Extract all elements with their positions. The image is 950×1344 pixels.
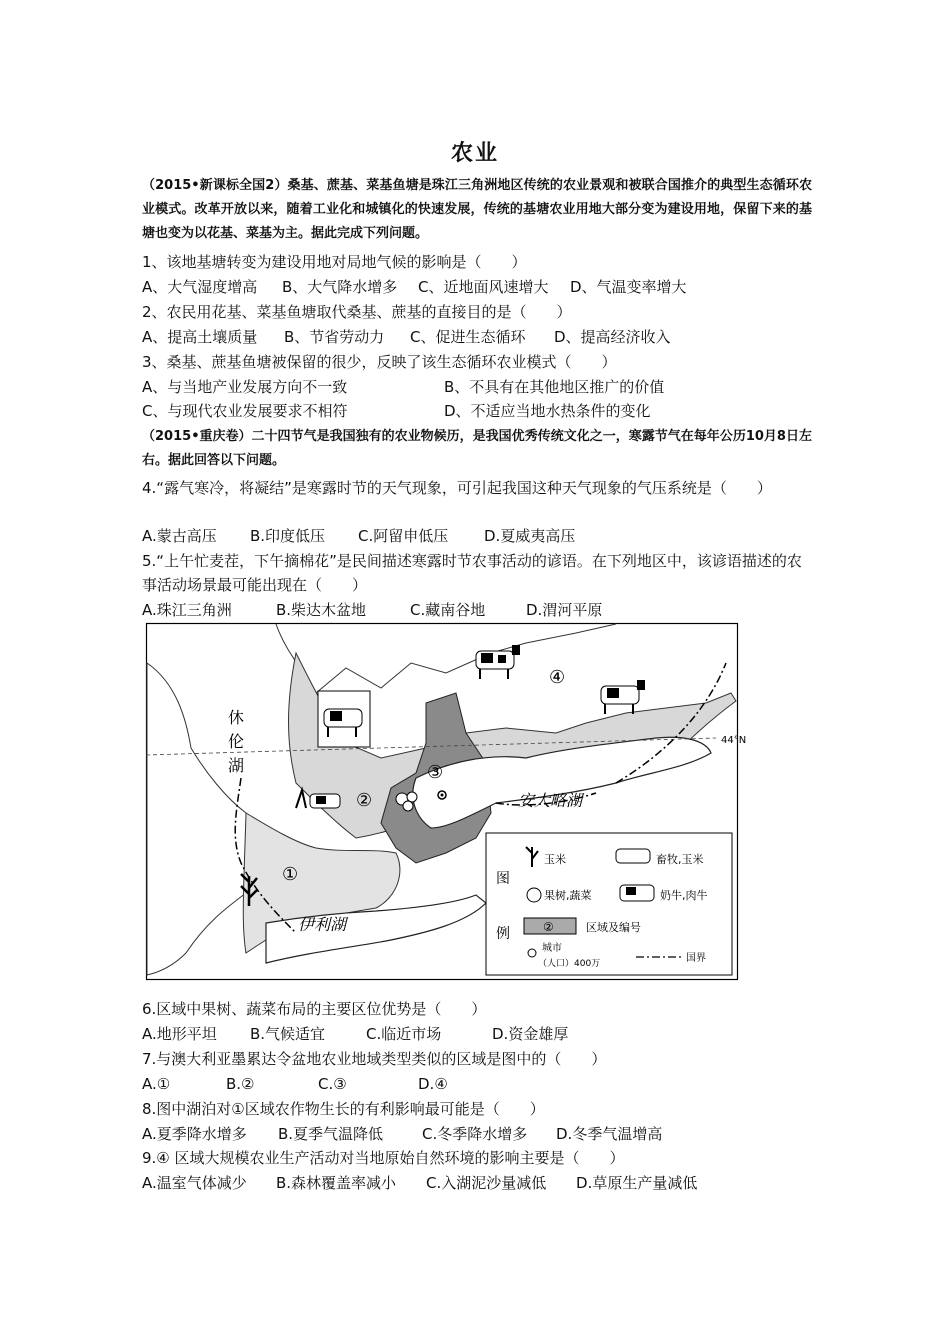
question-8-options	[142, 1122, 812, 1146]
option-b: B.印度低压	[250, 527, 326, 545]
option-a: A.温室气体减少	[142, 1174, 247, 1192]
option-a: A、大气湿度增高	[142, 278, 258, 296]
legend-livestock-corn: 畜牧,玉米	[656, 853, 704, 866]
question-5-options	[142, 598, 812, 622]
legend-city: 城市	[542, 943, 562, 954]
option-a: A.珠江三角洲	[142, 601, 232, 619]
option-b: B、不具有在其他地区推广的价值	[444, 378, 665, 396]
option-d: D.夏威夷高压	[484, 527, 576, 545]
option-c: C、近地面风速增大	[418, 278, 549, 296]
option-a: A.夏季降水增多	[142, 1125, 247, 1143]
legend-fruit-veg: 果树,蔬菜	[544, 889, 592, 902]
legend-title-char: 例	[496, 926, 510, 942]
lake-ontario-label: 安大略湖	[518, 791, 583, 810]
option-c: C.③	[318, 1075, 347, 1093]
legend-city-pop: （人口）400万	[538, 959, 601, 969]
option-d: D.资金雄厚	[492, 1025, 569, 1043]
agriculture-region-map	[146, 623, 747, 980]
legend-corn: 玉米	[544, 853, 566, 866]
legend-region-label: 区域及编号	[586, 921, 641, 934]
option-b: B.气候适宜	[250, 1025, 326, 1043]
question-2-stem: 2、农民用花基、菜基鱼塘取代桑基、蔗基的直接目的是（ ）	[142, 303, 572, 321]
option-c: C.藏南谷地	[410, 601, 486, 619]
region-2-label: ②	[356, 790, 373, 811]
option-a: A.蒙古高压	[142, 527, 217, 545]
legend-border: 国界	[686, 953, 706, 964]
question-4-options	[142, 524, 812, 548]
question-9-stem: 9.④ 区域大规模农业生产活动对当地原始自然环境的影响主要是（ ）	[142, 1149, 625, 1167]
intro-paragraph-1: （2015•新课标全国2）桑基、蔗基、菜基鱼塘是珠江三角洲地区传统的农业景观和被联合国推介的典型生态循环农业模式。改革开放以来，随着工业化和城镇化的快速发展，传统的基塘农业用地大部分变为建设用地，保留下来的基塘也变为以花基、菜基为主。据此完成下列问题。	[142, 178, 812, 241]
question-6-stem: 6.区域中果树、蔬菜布局的主要区位优势是（ ）	[142, 1000, 487, 1018]
option-b: B.森林覆盖率减小	[276, 1174, 397, 1192]
legend-dairy-beef: 奶牛,肉牛	[660, 889, 708, 902]
option-d: D、气温变率增大	[570, 278, 687, 296]
option-c: C.入湖泥沙量减低	[426, 1174, 547, 1192]
region-4-label: ④	[549, 667, 566, 688]
dairy-cow-icon	[620, 885, 654, 901]
question-7-options	[142, 1072, 812, 1096]
question-6-options	[142, 1022, 812, 1046]
page-title: 农业	[450, 141, 499, 166]
question-2-options	[142, 325, 812, 349]
lake-erie-label: 伊利湖	[298, 915, 347, 934]
option-a: A、提高土壤质量	[142, 328, 258, 346]
option-b: B、节省劳动力	[284, 328, 385, 346]
option-d: D.冬季气温增高	[556, 1125, 663, 1143]
option-b: B.柴达木盆地	[276, 601, 367, 619]
option-d: D.④	[418, 1075, 448, 1093]
dairy-cow-icon	[318, 691, 370, 747]
question-8-stem: 8.图中湖泊对①区域农作物生长的有利影响最可能是（ ）	[142, 1100, 545, 1118]
lake-huron-char: 湖	[228, 756, 245, 775]
question-4-stem: 4.“露气寒冷，将凝结”是寒露时节的天气现象，可引起我国这种天气现象的气压系统是（ ）	[142, 479, 772, 497]
question-3-options-row1	[142, 375, 812, 399]
option-d: D、提高经济收入	[554, 328, 671, 346]
legend-title-char: 图	[496, 871, 510, 887]
lake-huron-char: 伦	[228, 732, 245, 751]
region-3-label: ③	[427, 762, 444, 783]
region-1-label: ①	[282, 864, 299, 885]
lake-huron-char: 休	[228, 708, 245, 727]
fruit-vegetable-icon	[527, 888, 541, 902]
option-c: C、与现代农业发展要求不相符	[142, 402, 348, 420]
option-b: B.夏季气温降低	[278, 1125, 384, 1143]
option-c: C.临近市场	[366, 1025, 442, 1043]
option-a: A.地形平坦	[142, 1025, 217, 1043]
legend-region-num: ②	[543, 920, 554, 934]
latitude-label: 44°N	[721, 735, 747, 746]
option-b: B、大气降水增多	[282, 278, 398, 296]
option-d: D.渭河平原	[526, 601, 603, 619]
option-a: A.①	[142, 1075, 171, 1093]
question-7-stem: 7.与澳大利亚墨累达令盆地农业地域类型类似的区域是图中的（ ）	[142, 1050, 607, 1068]
question-5-stem: 5.“上午忙麦茬，下午摘棉花”是民间描述寒露时节农事活动的谚语。在下列地区中，该谚语描述的农事活动场景最可能出现在（ ）	[142, 552, 802, 594]
option-c: C.阿留申低压	[358, 527, 449, 545]
option-a: A、与当地产业发展方向不一致	[142, 378, 348, 396]
option-d: D.草原生产量减低	[576, 1174, 698, 1192]
question-9-options	[142, 1171, 812, 1195]
intro-paragraph-2: （2015•重庆卷）二十四节气是我国独有的农业物候历，是我国优秀传统文化之一，寒露节气在每年公历10月8日左右。据此回答以下问题。	[142, 429, 812, 468]
question-3-stem: 3、桑基、蔗基鱼塘被保留的很少，反映了该生态循环农业模式（ ）	[142, 353, 617, 371]
livestock-corn-icon	[616, 849, 650, 863]
option-c: C、促进生态循环	[410, 328, 526, 346]
question-1-stem: 1、该地基塘转变为建设用地对局地气候的影响是（ ）	[142, 253, 527, 271]
option-b: B.②	[226, 1075, 255, 1093]
option-d: D、不适应当地水热条件的变化	[444, 402, 651, 420]
question-3-options-row2	[142, 399, 812, 423]
option-c: C.冬季降水增多	[422, 1125, 528, 1143]
city-marker	[528, 949, 536, 957]
map-legend	[486, 833, 732, 975]
question-1-options	[142, 275, 812, 299]
